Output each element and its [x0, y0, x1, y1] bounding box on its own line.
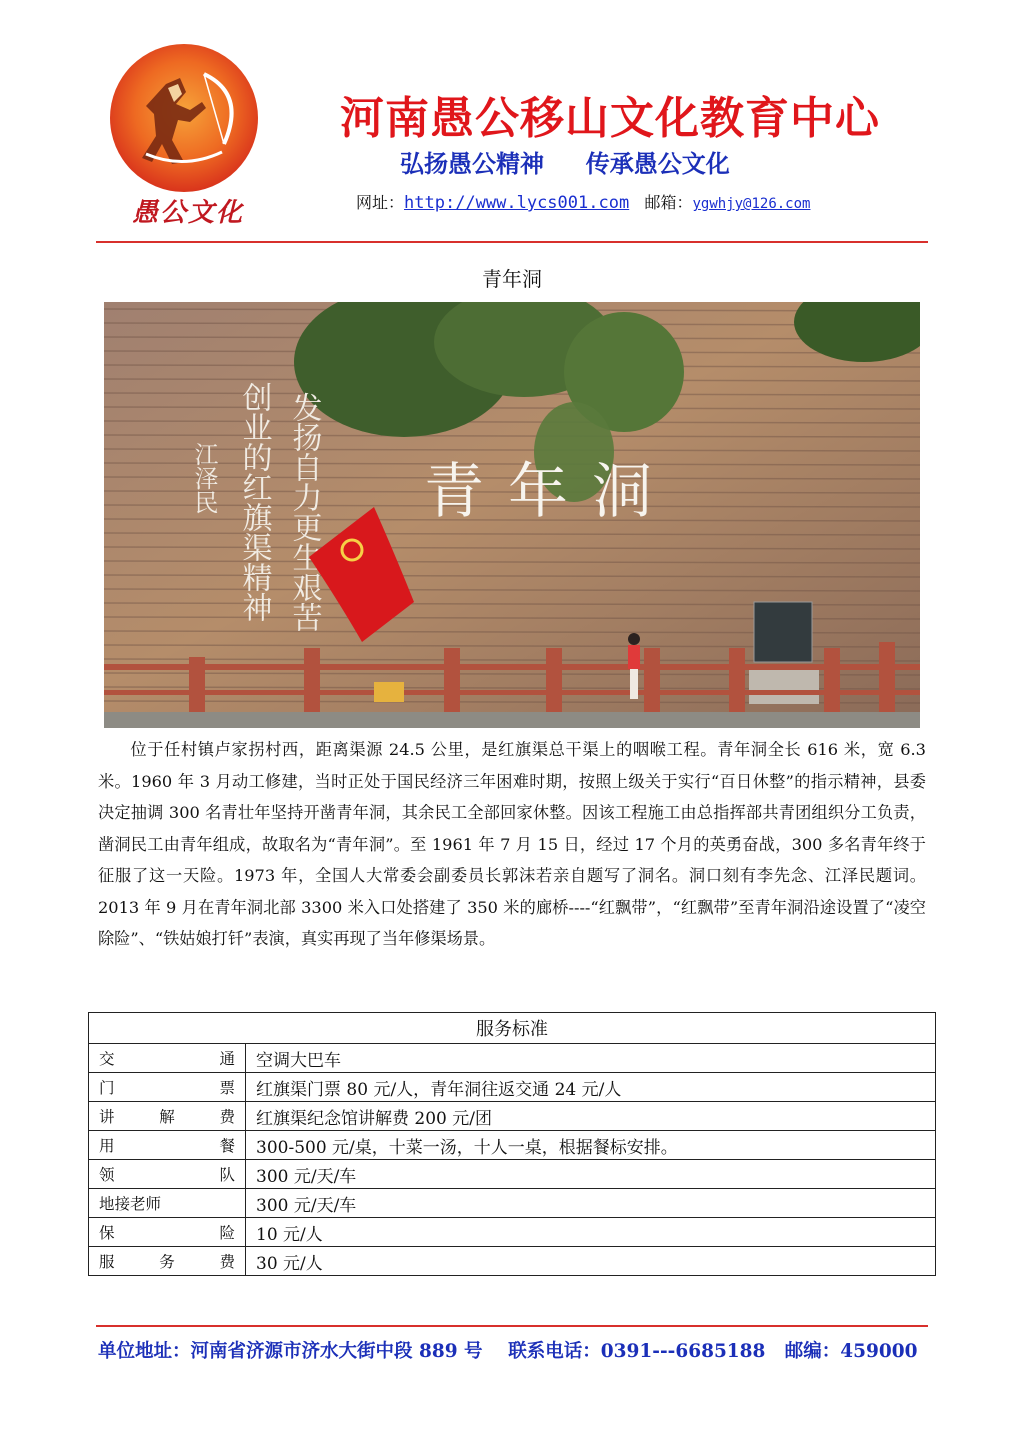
services-table [88, 1012, 936, 1276]
service-value: 300 元/天/车 [246, 1160, 936, 1189]
table-row [89, 1247, 936, 1276]
table-row [89, 1044, 936, 1073]
zip: 459000 [840, 1341, 918, 1362]
service-label: 门票 [89, 1073, 246, 1102]
service-label: 领队 [89, 1160, 246, 1189]
table-row [89, 1160, 936, 1189]
phone-label: 联系电话： [508, 1341, 601, 1362]
website-label: 网址： [356, 193, 405, 212]
inscription-left: 发扬自力更生艰苦 [286, 392, 322, 632]
table-row [89, 1218, 936, 1247]
inscription-main: 青年洞 [424, 457, 676, 527]
website-link[interactable]: http://www.lycs001.com [404, 193, 630, 213]
service-value: 红旗渠门票 80 元/人，青年洞往返交通 24 元/人 [246, 1073, 936, 1102]
phone: 0391---6685188 [600, 1341, 766, 1362]
service-value: 红旗渠纪念馆讲解费 200 元/团 [246, 1102, 936, 1131]
footer [98, 1337, 928, 1363]
address-label: 单位地址： [98, 1341, 191, 1362]
page-title: 青年洞 [482, 267, 542, 291]
email-link[interactable]: ygwhjy@126.com [692, 196, 811, 212]
table-row [89, 1073, 936, 1102]
email-label: 邮箱： [644, 193, 693, 212]
services-title: 服务标准 [89, 1013, 936, 1044]
service-label: 用餐 [89, 1131, 246, 1160]
cliff-photo [104, 302, 920, 728]
service-value: 空调大巴车 [246, 1044, 936, 1073]
service-label: 保险 [89, 1218, 246, 1247]
footer-divider [96, 1325, 928, 1327]
table-row [89, 1189, 936, 1218]
org-name: 河南愚公移山文化教育中心 [340, 93, 880, 144]
service-label: 地接老师 [89, 1189, 246, 1218]
logo-text: 愚公文化 [131, 198, 244, 228]
service-value: 300 元/天/车 [246, 1189, 936, 1218]
service-label: 交通 [89, 1044, 246, 1073]
inscription-signature: 江泽民 [190, 442, 218, 514]
service-value: 300-500 元/桌，十菜一汤，十人一桌，根据餐标安排。 [246, 1131, 936, 1160]
inscription-left2: 创业的红旗渠精神 [236, 382, 272, 622]
service-label: 服务费 [89, 1247, 246, 1276]
logo [106, 44, 262, 200]
contact-line [356, 190, 810, 213]
logo-archer-icon [106, 44, 262, 200]
zip-label: 邮编： [784, 1341, 841, 1362]
service-value: 10 元/人 [246, 1218, 936, 1247]
table-row [89, 1102, 936, 1131]
header-divider [96, 241, 928, 243]
description-paragraph: 位于任村镇卢家拐村西，距离渠源 24.5 公里，是红旗渠总干渠上的咽喉工程。青年洞全长 616 米，宽 6.3 米。1960 年 3 月动工修建，当时正处于国民经济三年困难时期，按照上级关于实行“百日休整”的指示精神，县委决定抽调 300 名青壮年坚持开凿青年洞，其余民工全部回家休整。因该工程施工由总指挥部共青团组织分工负责，凿洞民工由青年组成，故取名为“青年洞”。至 1961 年 7 月 15 日，经过 17 个月的英勇奋战，300 多名青年终于征服了这一天险。1973 年，全国人大常委会副委员长郭沫若亲自题写了洞名。洞口刻有李先念、江泽民题词。2013 年 9 月在青年洞北部 3300 米入口处搭建了 350 米的廊桥----“红飘带”，“红飘带”至青年洞沿途设置了“凌空除险”、“铁姑娘打钎”表演，真实再现了当年修渠场景。 [98, 740, 926, 948]
slogan: 弘扬愚公精神 传承愚公文化 [400, 150, 730, 178]
service-label: 讲解费 [89, 1102, 246, 1131]
address: 河南省济源市济水大街中段 889 号 [190, 1341, 483, 1362]
service-value: 30 元/人 [246, 1247, 936, 1276]
table-row [89, 1131, 936, 1160]
